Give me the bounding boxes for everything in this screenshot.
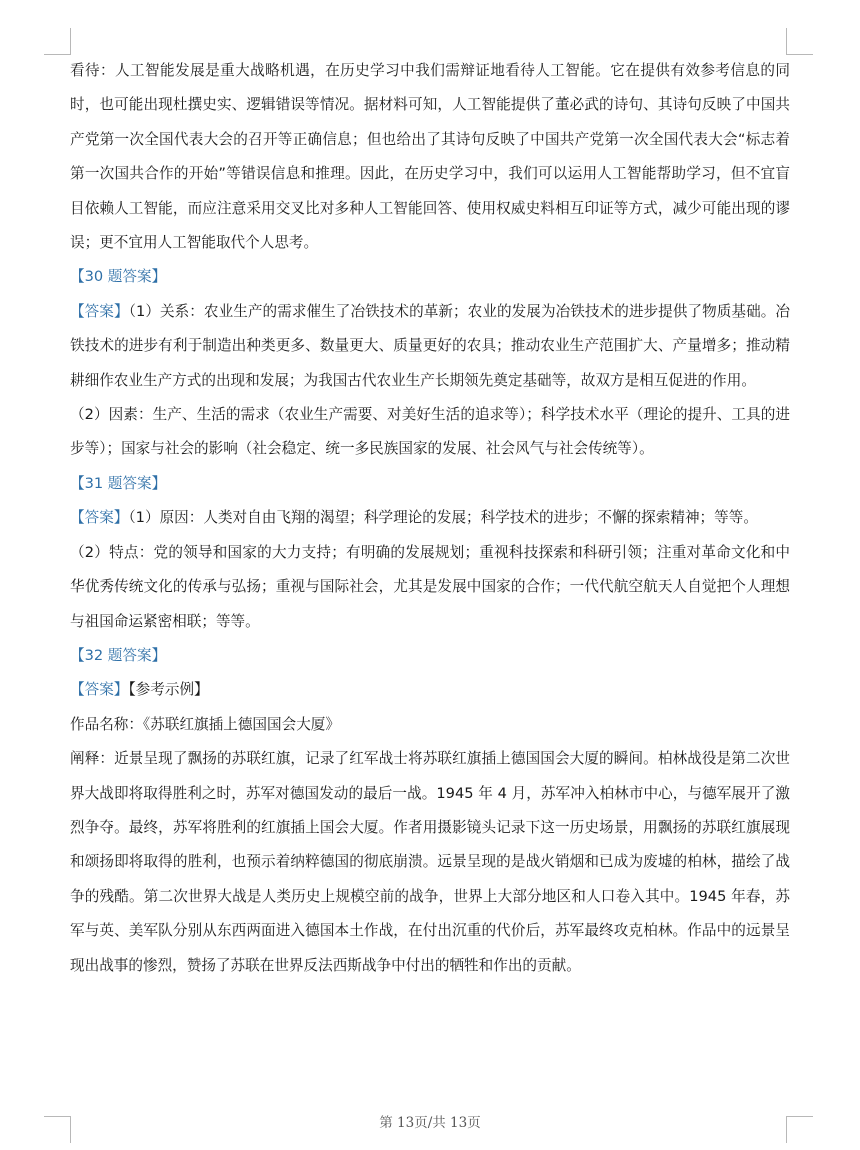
answer-label: 【答案】 <box>70 302 129 320</box>
corner-mark-top-left <box>44 28 71 55</box>
paragraph-ai-view: 看待：人工智能发展是重大战略机遇，在历史学习中我们需辩证地看待人工智能。它在提供有效参考信息的同时，也可能出现杜撰史实、逻辑错误等情况。据材料可知，人工智能提供了董必武的诗句、其诗句反映了中国共产党第一次全国代表大会的召开等正确信息；但也给出了其诗句反映了中国共产党第一次全国代表大会“标志着第一次国共合作的开始”等错误信息和推理。因此，在历史学习中，我们可以运用人工智能帮助学习，但不宜盲目依赖人工智能，而应注意采用交叉比对多种人工智能回答、使用权威史料相互印证等方式，减少可能出现的谬误；更不宜用人工智能取代个人思考。 <box>70 62 790 252</box>
answer-text: （1）关系：农业生产的需求催生了冶铁技术的革新；农业的发展为冶铁技术的进步提供了物质基础。冶铁技术的进步有利于制造出种类更多、数量更大、质量更好的农具；推动农业生产范围扩大、产量增多；推动精耕细作农业生产方式的出现和发展；为我国古代农业生产长期领先奠定基础等，故双方是相互促进的作用。 <box>70 302 790 389</box>
answer-q31-part1 <box>70 501 790 535</box>
artwork-explanation: 阐释：近景呈现了飘扬的苏联红旗，记录了红军战士将苏联红旗插上德国国会大厦的瞬间。柏林战役是第二次世界大战即将取得胜利之时，苏军对德国发动的最后一战。1945 年 4 月，苏军冲入柏林市中心，与德军展开了激烈争夺。最终，苏军将胜利的红旗插上国会大厦。作者用摄影镜头记录下这一历史场景，用飘扬的苏联红旗展现和颂扬即将取得的胜利，也预示着纳粹德国的彻底崩溃。远景呈现的是战火销烟和已成为废墟的柏林，描绘了战争的残酷。第二次世界大战是人类历史上规模空前的战争，世界上大部分地区和人口卷入其中。1945 年春，苏军与英、美军队分别从东西两面进入德国本土作战，在付出沉重的代价后，苏军最终攻克柏林。作品中的远景呈现出战事的惨烈，赞扬了苏联在世界反法西斯战争中付出的牺牲和作出的贡献。 <box>70 750 790 974</box>
artwork-title: 作品名称：《苏联红旗插上德国国会大厦》 <box>70 715 340 733</box>
heading-q30: 【30 题答案】 <box>70 268 167 286</box>
answer-label: 【答案】 <box>70 681 129 699</box>
page-footer: 第 13页/共 13页 <box>379 1115 481 1131</box>
answer-q30-part2: （2）因素：生产、生活的需求（农业生产需要、对美好生活的追求等）；科学技术水平（理论的提升、工具的进步等）；国家与社会的影响（社会稳定、统一多民族国家的发展、社会风气与社会传统等）。 <box>70 406 790 458</box>
answer-text: （1）原因：人类对自由飞翔的渴望；科学理论的发展；科学技术的进步；不懈的探索精神；等等。 <box>128 509 758 527</box>
answer-label: 【答案】 <box>70 509 129 527</box>
answer-q31-part2: （2）特点：党的领导和国家的大力支持；有明确的发展规划；重视科技探索和科研引领；注重对革命文化和中华优秀传统文化的传承与弘扬；重视与国际社会，尤其是发展中国家的合作；一代代航空航天人自觉把个人理想与祖国命运紧密相联；等等。 <box>70 543 790 630</box>
answer-q32-label-line <box>70 673 790 707</box>
document-body <box>70 54 790 983</box>
corner-mark-top-right <box>786 28 813 55</box>
reference-example-label: 【参考示例】 <box>128 681 209 699</box>
answer-q30-part1 <box>70 295 790 398</box>
heading-q32: 【32 题答案】 <box>70 646 167 664</box>
heading-q31: 【31 题答案】 <box>70 474 167 492</box>
